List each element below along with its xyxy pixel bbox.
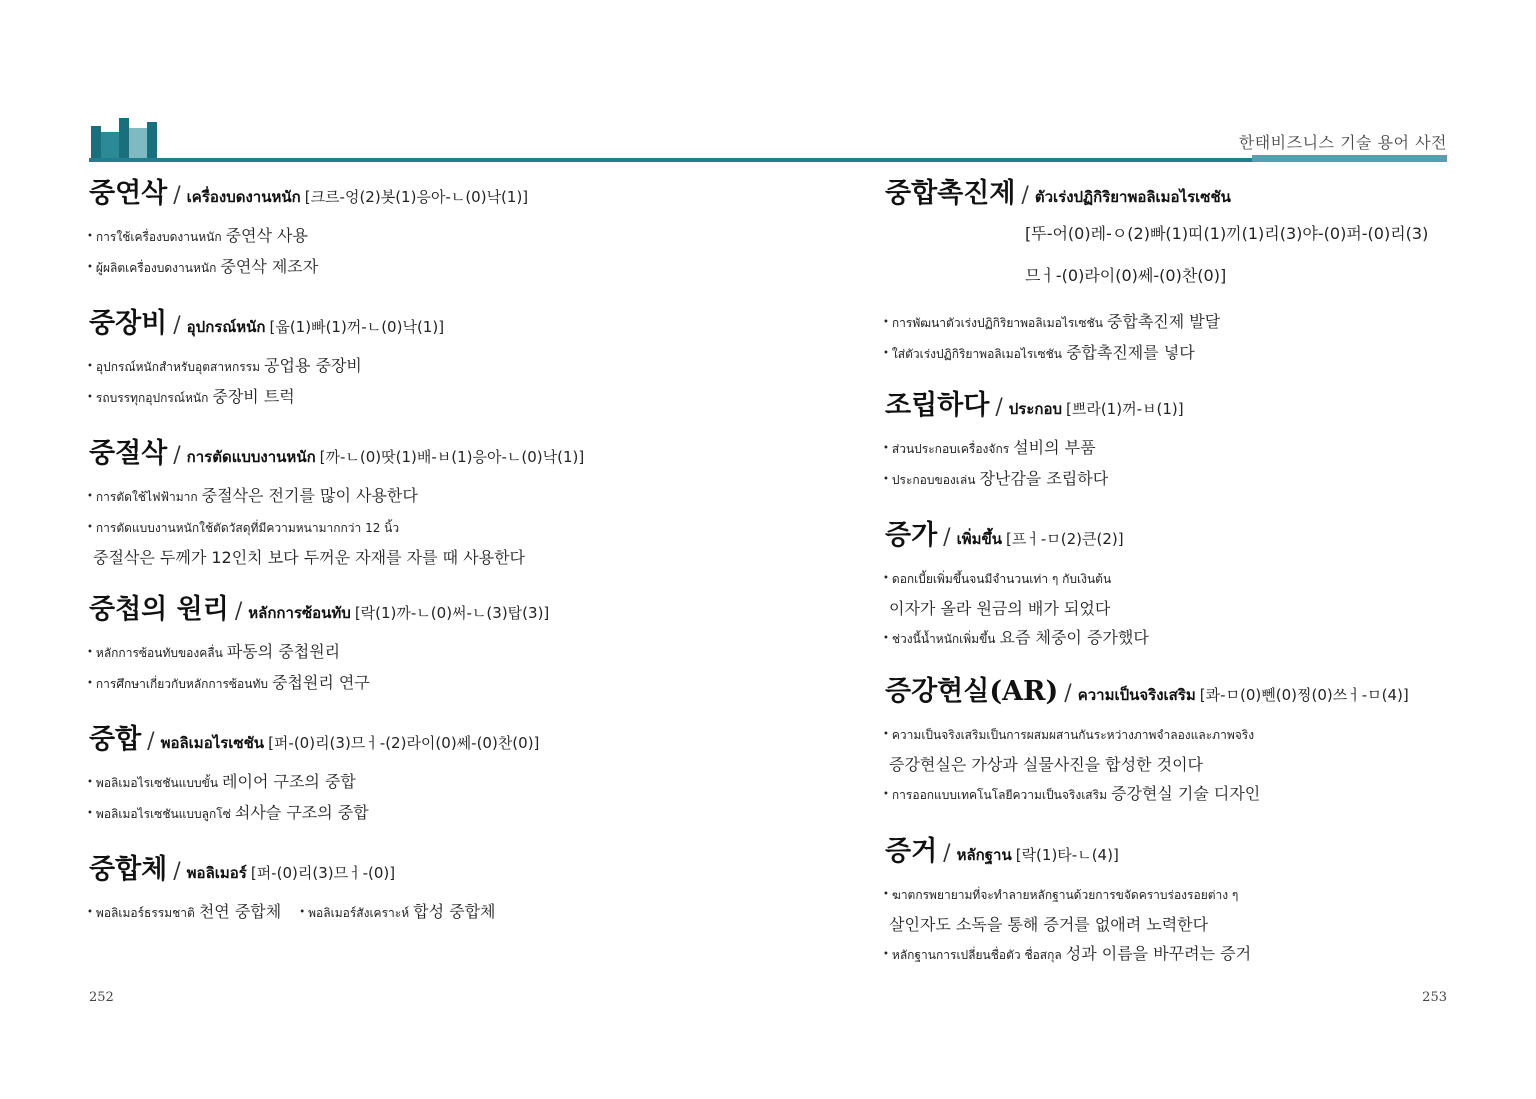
example-thai: การศึกษาเกี่ยวกับหลักการซ้อนทับ <box>95 677 268 691</box>
page-number-right: 253 <box>1422 990 1447 1005</box>
example-item <box>87 481 779 512</box>
example-item <box>87 351 779 382</box>
dictionary-entry <box>885 678 1455 810</box>
pronunciation-block <box>885 213 1455 297</box>
example-korean: 중절삭은 두께가 12인치 보다 두꺼운 자재를 자를 때 사용한다 <box>93 548 525 567</box>
slash-separator: / <box>173 859 181 884</box>
example-korean: 공업용 중장비 <box>264 356 362 375</box>
example-korean: 증강현실은 가상과 실물사진을 합성한 것이다 <box>889 755 1204 774</box>
example-list <box>885 307 1455 369</box>
example-item <box>883 307 1455 338</box>
example-list <box>885 719 1455 810</box>
slash-separator: / <box>147 729 155 754</box>
example-korean: 중첩원리 연구 <box>271 673 370 692</box>
example-thai: การใช้เครื่องบดงานหนัก <box>95 230 222 244</box>
slash-separator: / <box>995 395 1003 420</box>
entry-term: 중합촉진제 <box>885 178 1016 209</box>
example-item <box>883 879 1455 910</box>
example-korean: 합성 중합체 <box>413 902 496 921</box>
bullet-icon: • <box>87 262 93 273</box>
example-item <box>883 623 1455 654</box>
example-korean: 중합촉진제 발달 <box>1106 312 1221 331</box>
entry-pronunciation: [락(1)타-ㄴ(4)] <box>1015 846 1119 864</box>
example-korean: 요즘 체중이 증가했다 <box>999 628 1149 647</box>
example-thai: ความเป็นจริงเสริมเป็นการผสมผสานกันระหว่างภาพจำลองและภาพจริง <box>891 728 1255 742</box>
entry-thai-translation: ความเป็นจริงเสริม <box>1077 686 1196 704</box>
dictionary-entry <box>885 522 1455 654</box>
bullet-icon: • <box>87 522 93 533</box>
entry-pronunciation: [크르-엉(2)봇(1)응아-ㄴ(0)낙(1)] <box>304 188 529 206</box>
entry-headline <box>885 392 1455 419</box>
example-korean: 파동의 중첩원리 <box>226 642 341 661</box>
entry-headline <box>885 838 1455 865</box>
entry-term: 중첩의 원리 <box>89 594 229 625</box>
example-item <box>87 512 779 543</box>
dictionary-entry <box>885 838 1455 970</box>
example-list <box>89 481 779 572</box>
bullet-icon: • <box>87 777 93 788</box>
example-korean: 설비의 부품 <box>1013 438 1096 457</box>
entry-headline <box>89 180 779 207</box>
example-item <box>883 719 1455 750</box>
entry-thai-translation: หลักการซ้อนทับ <box>248 604 351 622</box>
slash-separator: / <box>173 443 181 468</box>
dictionary-entry <box>89 596 779 699</box>
example-item <box>883 433 1455 464</box>
example-korean: 중절삭은 전기를 많이 사용한다 <box>201 486 418 505</box>
slash-separator: / <box>1021 183 1029 208</box>
example-korean: 성과 이름을 바꾸려는 증거 <box>1065 944 1252 963</box>
bullet-icon: • <box>883 317 889 328</box>
example-thai: หลักการซ้อนทับของคลื่น <box>95 646 223 660</box>
example-list <box>885 879 1455 970</box>
entry-pronunciation: [까-ㄴ(0)땃(1)배-ㅂ(1)응아-ㄴ(0)낙(1)] <box>319 448 585 466</box>
example-list <box>89 637 779 699</box>
example-item <box>87 543 779 572</box>
entry-pronunciation: [퍼-(0)리(3)므ㅓ-(2)라이(0)쎄-(0)찬(0)] <box>268 734 540 752</box>
bullet-icon: • <box>87 392 93 403</box>
example-korean: 중연삭 사용 <box>225 226 308 245</box>
entry-headline <box>89 596 779 623</box>
example-item <box>883 910 1455 939</box>
bullet-icon: • <box>87 491 93 502</box>
example-thai: การตัดใช้ไฟฟ้ามาก <box>95 490 198 504</box>
entry-thai-translation: หลักฐาน <box>956 846 1012 864</box>
example-list <box>89 351 779 413</box>
slash-separator: / <box>173 183 181 208</box>
dictionary-entry <box>885 392 1455 495</box>
example-thai: การพัฒนาตัวเร่งปฏิกิริยาพอลิเมอไรเซชัน <box>891 316 1103 330</box>
entry-headline <box>89 440 779 467</box>
example-item <box>87 252 779 283</box>
example-thai: ส่วนประกอบเครื่องจักร <box>891 442 1010 456</box>
entry-headline <box>89 856 779 883</box>
entry-term: 중연삭 <box>89 178 168 209</box>
bullet-icon: • <box>299 907 306 918</box>
example-thai: ผู้ผลิตเครื่องบดงานหนัก <box>95 261 217 275</box>
entry-thai-translation: พอลิเมอร์ <box>186 864 247 882</box>
example-korean: 이자가 올라 원금의 배가 되었다 <box>889 599 1111 618</box>
example-thai: การตัดแบบงานหนักใช้ตัดวัสดุที่มีความหนามากกว่า 12 นิ้ว <box>95 521 400 535</box>
example-thai: ช่วงนี้น้ำหนักเพิ่มขึ้น <box>891 632 996 646</box>
entry-thai-translation: อุปกรณ์หนัก <box>186 318 266 336</box>
entry-headline <box>89 726 779 753</box>
example-thai: การออกแบบเทคโนโลยีความเป็นจริงเสริม <box>891 788 1107 802</box>
example-korean: 중연삭 제조자 <box>220 257 319 276</box>
example-thai: พอลิเมอไรเซชันแบบลูกโซ่ <box>95 807 231 821</box>
entry-pronunciation: [콰-ㅁ(0)뻰(0)찡(0)쓰ㅓ-ㅁ(4)] <box>1199 686 1409 704</box>
example-list <box>89 897 779 928</box>
example-korean: 장난감을 조립하다 <box>979 469 1109 488</box>
entry-term: 증가 <box>885 520 938 551</box>
example-item <box>883 779 1455 810</box>
book-logo <box>89 118 159 162</box>
bullet-icon: • <box>883 633 889 644</box>
entry-pronunciation: [퍼-(0)리(3)므ㅓ-(0)] <box>250 864 396 882</box>
slash-separator: / <box>943 525 951 550</box>
example-item <box>87 221 779 252</box>
bullet-icon: • <box>883 443 889 454</box>
example-item <box>87 767 779 798</box>
entry-term: 중장비 <box>89 308 168 339</box>
bullet-icon: • <box>883 729 889 740</box>
example-item <box>87 798 779 829</box>
example-item <box>883 939 1455 970</box>
dictionary-entry <box>89 180 779 283</box>
entry-thai-translation: พอลิเมอไรเซชัน <box>160 734 265 752</box>
example-item <box>883 338 1455 369</box>
example-item <box>87 668 779 699</box>
example-list <box>885 563 1455 654</box>
entry-term: 증거 <box>885 836 938 867</box>
entry-thai-translation: ประกอบ <box>1008 400 1062 418</box>
bullet-icon: • <box>87 361 93 372</box>
entry-pronunciation-line: [뚜-어(0)레-ㅇ(2)빠(1)띠(1)끼(1)리(3)야-(0)퍼-(0)리(3) <box>1025 224 1429 243</box>
slash-separator: / <box>1064 681 1072 706</box>
entry-pronunciation: [웁(1)빠(1)꺼-ㄴ(0)낙(1)] <box>269 318 445 336</box>
bullet-icon: • <box>883 348 889 359</box>
bullet-icon: • <box>87 678 93 689</box>
example-item <box>87 897 779 928</box>
entry-term: 증강현실(AR) <box>885 676 1059 707</box>
slash-separator: / <box>173 313 181 338</box>
entry-thai-translation: เพิ่มขึ้น <box>956 530 1003 548</box>
example-korean: 천연 중합체 <box>198 902 282 921</box>
bullet-icon: • <box>883 789 889 800</box>
slash-separator: / <box>234 599 243 624</box>
entry-headline <box>885 180 1455 207</box>
slash-separator: / <box>943 841 951 866</box>
example-item <box>883 464 1455 495</box>
dictionary-entry <box>89 856 779 928</box>
header-rule <box>89 158 1447 162</box>
entry-thai-translation: ตัวเร่งปฏิกิริยาพอลิเมอไรเซชัน <box>1034 188 1231 206</box>
example-thai: ใส่ตัวเร่งปฏิกิริยาพอลิเมอไรเซชัน <box>891 347 1062 361</box>
entry-term: 중합체 <box>89 854 168 885</box>
example-thai: รถบรรทุกอุปกรณ์หนัก <box>95 391 209 405</box>
example-thai: หลักฐานการเปลี่ยนชื่อตัว ชื่อสกุล <box>891 948 1062 962</box>
dictionary-entry <box>885 180 1455 369</box>
example-korean: 증강현실 기술 디자인 <box>1110 784 1261 803</box>
bullet-icon: • <box>87 231 93 242</box>
bullet-icon: • <box>883 474 889 485</box>
example-thai: ฆาตกรพยายามที่จะทำลายหลักฐานด้วยการขจัดคราบร่องรอยต่าง ๆ <box>891 888 1239 902</box>
bullet-icon: • <box>883 573 889 584</box>
example-korean: 살인자도 소독을 통해 증거를 없애려 노력한다 <box>889 915 1209 934</box>
entry-term: 조립하다 <box>885 390 990 421</box>
page-number-left: 252 <box>89 990 114 1005</box>
entry-headline <box>885 522 1455 549</box>
book-title: 한태비즈니스 기술 용어 사전 <box>1238 133 1447 152</box>
example-item <box>87 637 779 668</box>
example-korean: 레이어 구조의 중합 <box>222 772 356 791</box>
bullet-icon: • <box>87 907 93 918</box>
example-item <box>883 563 1455 594</box>
entry-pronunciation-line: 므ㅓ-(0)라이(0)쎄-(0)찬(0)] <box>1025 266 1227 285</box>
entry-headline <box>885 678 1455 705</box>
example-list <box>89 221 779 283</box>
example-thai: อุปกรณ์หนักสำหรับอุตสาหกรรม <box>95 360 261 374</box>
entry-thai-translation: การตัดแบบงานหนัก <box>186 448 316 466</box>
example-thai: พอลิเมอร์ธรรมชาติ <box>95 906 195 920</box>
bullet-icon: • <box>87 647 93 658</box>
example-item <box>883 594 1455 623</box>
entry-headline <box>89 310 779 337</box>
bullet-icon: • <box>883 949 889 960</box>
example-item <box>87 382 779 413</box>
example-korean: 중장비 트럭 <box>212 387 295 406</box>
header-tab-bar <box>1252 155 1447 162</box>
entry-pronunciation: [프ㅓ-ㅁ(2)큰(2)] <box>1006 530 1124 548</box>
example-thai: ประกอบของเล่น <box>891 473 976 487</box>
dictionary-entry <box>89 310 779 413</box>
example-list <box>885 433 1455 495</box>
example-thai: พอลิเมอไรเซชันแบบขั้น <box>95 776 219 790</box>
entry-term: 중합 <box>89 724 142 755</box>
example-thai: พอลิเมอร์สังเคราะห์ <box>308 906 410 920</box>
example-list <box>89 767 779 829</box>
bullet-icon: • <box>87 808 93 819</box>
example-item <box>883 750 1455 779</box>
dictionary-entry <box>89 440 779 572</box>
entry-term: 중절삭 <box>89 438 168 469</box>
bullet-icon: • <box>883 889 889 900</box>
entry-pronunciation: [락(1)까-ㄴ(0)써-ㄴ(3)탑(3)] <box>354 604 550 622</box>
example-korean: 중합촉진제를 넣다 <box>1065 343 1195 362</box>
entry-pronunciation: [쁘라(1)꺼-ㅂ(1)] <box>1066 400 1184 418</box>
dictionary-entry <box>89 726 779 829</box>
example-thai: ดอกเบี้ยเพิ่มขึ้นจนมีจำนวนเท่า ๆ กับเงินต้น <box>891 572 1112 586</box>
example-korean: 쇠사슬 구조의 중합 <box>234 803 369 822</box>
entry-thai-translation: เครื่องบดงานหนัก <box>186 188 301 206</box>
